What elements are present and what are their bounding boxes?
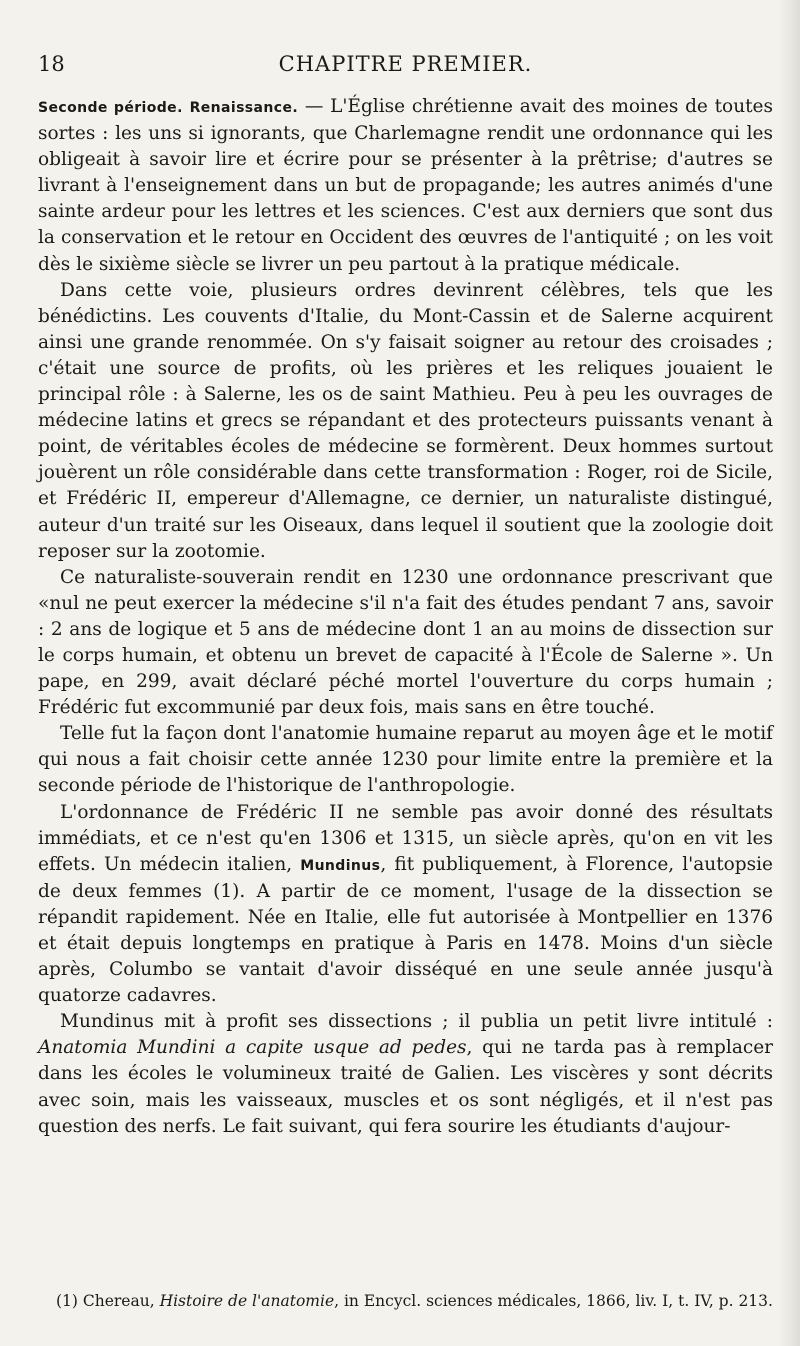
page-header xyxy=(38,52,773,84)
footnote-title: Histoire de l'anatomie xyxy=(159,1292,335,1310)
footnote-text-b: , in Encycl. sciences médicales, 1866, liv. I, t. IV, p. 213. xyxy=(334,1292,773,1310)
section-sidehead-period: Seconde période. xyxy=(38,100,183,116)
paragraph-5-text-a: L'ordonnance de Frédéric II ne semble pas avoir donné des résultats immédiats, et ce n'est qu'en 1306 et 1315, un siècle après, qu'on en vit les effets. Un médecin italien, xyxy=(38,801,773,875)
body-text xyxy=(38,94,773,1140)
page-number: 18 xyxy=(38,52,65,76)
running-head: CHAPITRE PREMIER. xyxy=(278,52,533,76)
footnote-1 xyxy=(38,1291,773,1312)
footnote xyxy=(38,1291,773,1312)
paragraph-6 xyxy=(38,1009,773,1139)
book-title-anatomia: Anatomia Mundini a capite usque ad pedes xyxy=(38,1037,467,1059)
paragraph-6-text-b: , qui ne tarda pas à remplacer dans les écoles le volumineux traité de Galien. Les viscères y sont décrits avec soin, mais les vaisseaux, muscles et os sont négligés, et il n'est pas question des nerfs. Le fait suivant, qui fera sourire les étudiants d'aujour- xyxy=(38,1037,773,1137)
section-sidehead-renaissance: Renaissance. xyxy=(189,100,299,116)
footnote-text-a: (1) Chereau, xyxy=(56,1292,160,1310)
paragraph-1-text: — L'Église chrétienne avait des moines de toutes sortes : les uns si ignorants, que Charlemagne rendit une ordonnance qui les obligeait à savoir lire et écrire pour se présenter à la prêtrise; d'autres se livrant à l'enseignement dans un but de propagande; les autres animés d'une sainte ardeur pour les lettres et les sciences. C'est aux derniers que sont dus la conservation et le retour en Occident des œuvres de l'antiquité ; on les voit dès le sixième siècle se livrer un peu partout à la pratique médicale. xyxy=(38,96,773,275)
paragraph-5-text-b: , fit publiquement, à Florence, l'autopsie de deux femmes (1). A partir de ce moment, l'usage de la dissection se répandit rapidement. Née en Italie, elle fut autorisée à Montpellier en 1376 et était depuis longtemps en pratique à Paris en 1478. Moins d'un siècle après, Columbo se vantait d'avoir disséqué en une seule année jusqu'à quatorze cadavres. xyxy=(38,853,773,1007)
paragraph-4: Telle fut la façon dont l'anatomie humaine reparut au moyen âge et le motif qui nous a fait choisir cette année 1230 pour limite entre la première et la seconde période de l'historique de l'anthropologie. xyxy=(38,723,773,797)
mundinus-name: Mundinus xyxy=(300,857,381,874)
paragraph-2: Dans cette voie, plusieurs ordres devinrent célèbres, tels que les bénédictins. Les couvents d'Italie, du Mont-Cassin et de Salerne acquirent ainsi une grande renommée. On s'y faisait soigner au retour des croisades ; c'était une source de profits, où les prières et les reliques jouaient le principal rôle : à Salerne, les os de saint Mathieu. Peu à peu les ouvrages de médecine latins et grecs se répandant et des protecteurs puissants venant à point, de véritables écoles de médecine se formèrent. Deux hommes surtout jouèrent un rôle considérable dans cette transformation : Roger, roi de Sicile, et Frédéric II, empereur d'Allemagne, ce dernier, un naturaliste distingué, auteur d'un traité sur les Oiseaux, dans lequel il soutient que la zoologie doit reposer sur la zootomie. xyxy=(38,279,773,562)
paragraph-5 xyxy=(38,800,773,1010)
paragraph-6-text-a: Mundinus mit à profit ses dissections ; il publia un petit livre intitulé : xyxy=(60,1011,773,1033)
paragraph-3: Ce naturaliste-souverain rendit en 1230 une ordonnance prescrivant que «nul ne peut exercer la médecine s'il n'a fait des études pendant 7 ans, savoir : 2 ans de logique et 5 ans de médecine dont 1 an au moins de dissection sur le corps humain, et obtenu un brevet de capacité à l'École de Salerne ». Un pape, en 299, avait déclaré péché mortel l'ouverture du corps humain ; Frédéric fut excommunié par deux fois, mais sans en être touché. xyxy=(38,566,773,719)
page-edge-shadow xyxy=(778,0,800,1346)
paragraph-1 xyxy=(38,94,773,278)
